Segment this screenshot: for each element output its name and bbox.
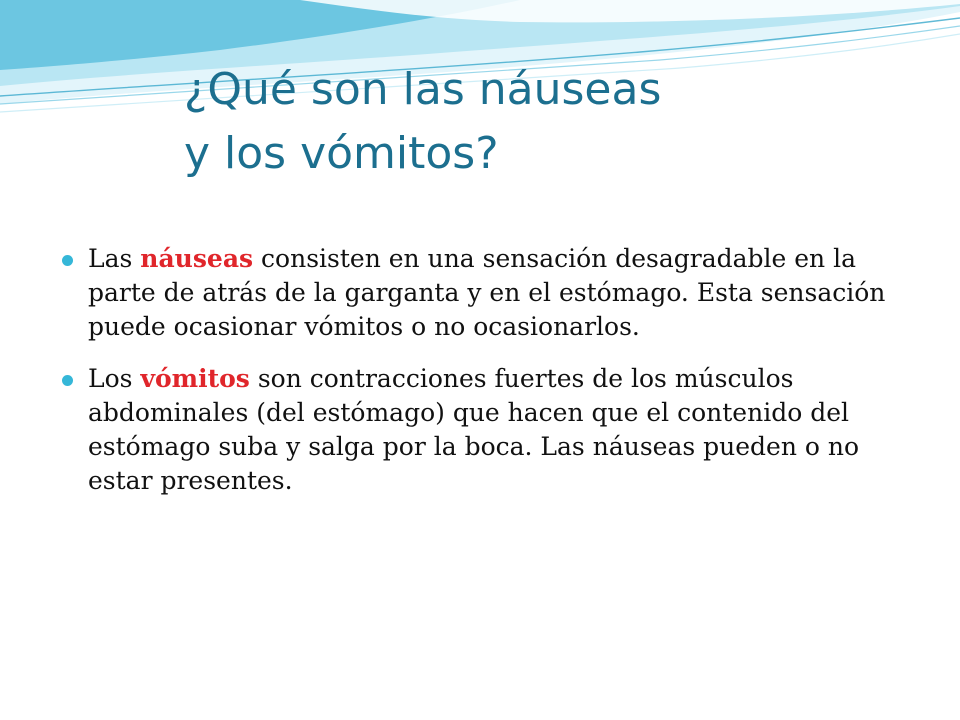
bullet-dot-icon	[62, 375, 73, 386]
bullet-text	[88, 362, 912, 498]
bullet-lead-text: Las	[88, 244, 141, 273]
bullet-list	[62, 242, 912, 516]
bullet-item-vomitos	[62, 362, 912, 498]
bullet-item-nauseas	[62, 242, 912, 344]
bullet-text	[88, 242, 912, 344]
slide-title-line-1: ¿Qué son las náuseas	[184, 64, 662, 115]
bullet-body-text: son contracciones fuertes de los músculos abdominales (del estómago) que hacen que el contenido del estómago suba y salga por la boca. Las náuseas pueden o no estar presentes.	[88, 364, 860, 495]
highlight-term-vomitos: vómitos	[140, 364, 250, 393]
bullet-body-text: consisten en una sensación desagradable en la parte de atrás de la garganta y en el estómago. Esta sensación puede ocasionar vómitos o no ocasionarlos.	[88, 244, 886, 341]
slide-title-line-2: y los vómitos?	[184, 128, 499, 179]
slide-title	[184, 58, 904, 186]
highlight-term-nauseas: náuseas	[140, 244, 254, 273]
bullet-dot-icon	[62, 255, 73, 266]
bullet-lead-text: Los	[88, 364, 141, 393]
